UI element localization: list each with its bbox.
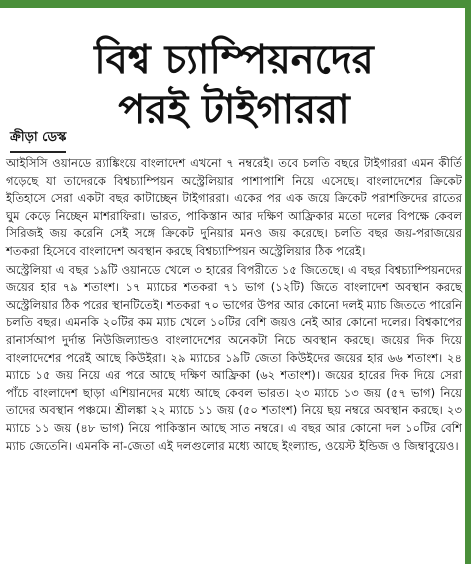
top-border: [0, 0, 471, 8]
headline-line-1: বিশ্ব চ্যাম্পিয়নদের: [94, 37, 374, 84]
article-paragraph-1: আইসিসি ওয়ানডে র‍্যাঙ্কিংয়ে বাংলাদেশ এখনো ৭ নম্বরেই। তবে চলতি বছরে টাইগাররা এমন কীর্তি গড়েছে যা তাদেরকে বিশ্বচ্যাম্পিয়ন অস্ট্রেলিয়ার পাশাপাশি নিয়ে এসেছে। বাংলাদেশের ক্রিকেট ইতিহাসে সেরা একটা বছর কাটাচ্ছেন টাইগাররা। একের পর এক জয়ে ক্রিকেট পরাশক্তিদের রাতের ঘুম কেড়ে নিচ্ছেন মাশরাফিরা। ভারত, পাকিস্তান আর দক্ষিণ আফ্রিকার মতো দলের বিপক্ষে কেবল সিরিজই জয় করেনি সেই সঙ্গে ক্রিকেট দুনিয়ার মনও জয় করেছে। চলতি বছর জয়-পরাজয়ের শতকরা হিসেবে বাংলাদেশ অবস্থান করছে বিশ্বচ্যাম্পিয়ন অস্ট্রেলিয়ার ঠিক পরেই।: [6, 156, 462, 258]
byline: ক্রীড়া ডেস্ক: [10, 128, 66, 153]
right-border: [465, 0, 471, 564]
headline-line-2: পরই টাইগাররা: [118, 87, 350, 134]
article-body: [6, 155, 462, 456]
headline: [8, 35, 460, 135]
article-paragraph-2: অস্ট্রেলিয়া এ বছর ১৯টি ওয়ানডে খেলে ৩ হারের বিপরীতে ১৫ জিতেছে। এ বছর বিশ্বচ্যাম্পিয়নদের জয়ের হার ৭৯ শতাংশ। ১৭ ম্যাচের শতকরা ৭১ ভাগ (১২টি) জিতে বাংলাদেশ অবস্থান করছে অস্ট্রেলিয়ার ঠিক পরের স্থানটিতেই। শতকরা ৭০ ভাগের উপর আর কোনো দলই ম্যাচ জিততে পারেনি চলতি বছর। এমনকি ২০টির কম ম্যাচ খেলে ১০টির বেশি জয়ও নেই আর কোনো দলের। বিশ্বকাপের রানার্সআপ দুর্দান্ত নিউজিল্যান্ডও বাংলাদেশের অনেকটা নিচে অবস্থান করছে। জয়ের দিক দিয়ে বাংলাদেশের পরেই আছে কিউইরা। ২৯ ম্যাচের ১৯টি জেতা কিউইদের জয়ের হার ৬৬ শতাংশ। ২৪ ম্যাচে ১৫ জয় নিয়ে এর পরে আছে দক্ষিণ আফ্রিকা (৬২ শতাংশ)। জয়ের হারের দিক দিয়ে সেরা পাঁচে বাংলাদেশ ছাড়া এশিয়ানদের মধ্যে আছে কেবল ভারত। ২৩ ম্যাচে ১৩ জয় (৫৭ ভাগ) নিয়ে তাদের অবস্থান পঞ্চমে। শ্রীলঙ্কা ২২ ম্যাচে ১১ জয় (৫০ শতাংশ) নিয়ে ছয় নম্বরে অবস্থান করছে। ২৩ ম্যাচে ১১ জয় (৪৮ ভাগ) নিয়ে পাকিস্তান আছে সাত নম্বরে। এ বছর আর কোনো দল ১০টির বেশি ম্যাচ জেতেনি। এমনকি না-জেতা এই দলগুলোর মধ্যে আছে ইংল্যান্ড, ওয়েস্ট ইন্ডিজ ও জিম্বাবুয়েও।: [6, 262, 462, 453]
